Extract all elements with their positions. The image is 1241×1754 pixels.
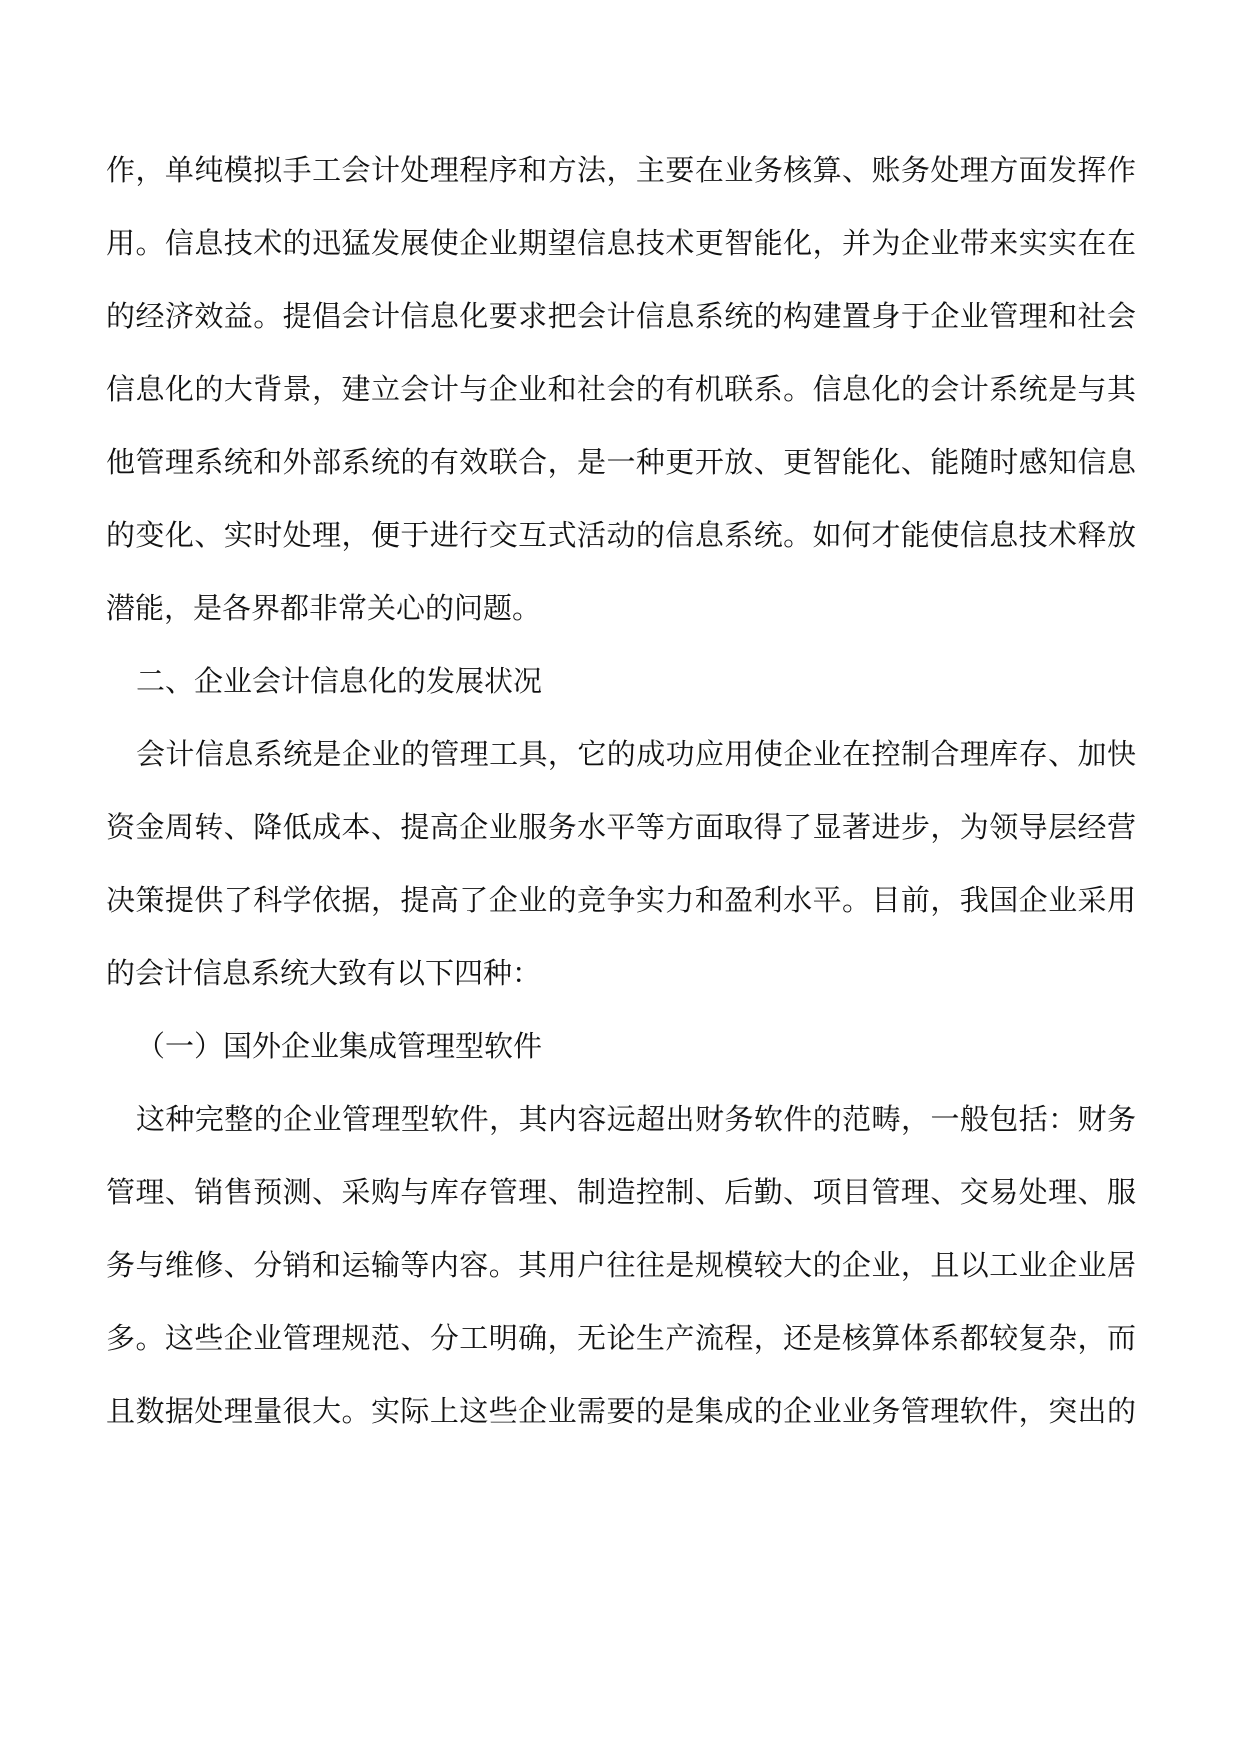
paragraph-line: 的变化、实时处理，便于进行交互式活动的信息系统。如何才能使信息技术释放 [106,518,1136,552]
section-heading: 二、企业会计信息化的发展状况 [136,664,543,698]
paragraph-line: 决策提供了科学依据，提高了企业的竞争实力和盈利水平。目前，我国企业采用 [106,883,1136,917]
paragraph-line: 管理、销售预测、采购与库存管理、制造控制、后勤、项目管理、交易处理、服 [106,1175,1136,1209]
paragraph-line: 务与维修、分销和运输等内容。其用户往往是规模较大的企业，且以工业企业居 [106,1248,1136,1282]
paragraph-line: 多。这些企业管理规范、分工明确，无论生产流程，还是核算体系都较复杂，而 [106,1321,1136,1355]
paragraph-line: 作，单纯模拟手工会计处理程序和方法，主要在业务核算、账务处理方面发挥作 [106,153,1136,187]
paragraph-line: 的经济效益。提倡会计信息化要求把会计信息系统的构建置身于企业管理和社会 [106,299,1136,333]
paragraph-line: 的会计信息系统大致有以下四种： [106,956,542,990]
paragraph-line: 他管理系统和外部系统的有效联合，是一种更开放、更智能化、能随时感知信息 [106,445,1136,479]
paragraph-line: 用。信息技术的迅猛发展使企业期望信息技术更智能化，并为企业带来实实在在 [106,226,1136,260]
paragraph-line: 潜能，是各界都非常关心的问题。 [106,591,542,625]
paragraph-line: 信息化的大背景，建立会计与企业和社会的有机联系。信息化的会计系统是与其 [106,372,1136,406]
paragraph-line: 会计信息系统是企业的管理工具，它的成功应用使企业在控制合理库存、加快 [136,737,1136,771]
paragraph-line: 这种完整的企业管理型软件，其内容远超出财务软件的范畴，一般包括：财务 [136,1102,1136,1136]
paragraph-line: 且数据处理量很大。实际上这些企业需要的是集成的企业业务管理软件，突出的 [106,1394,1136,1428]
paragraph-line: 资金周转、降低成本、提高企业服务水平等方面取得了显著进步，为领导层经营 [106,810,1136,844]
subsection-heading: （一）国外企业集成管理型软件 [136,1029,543,1063]
